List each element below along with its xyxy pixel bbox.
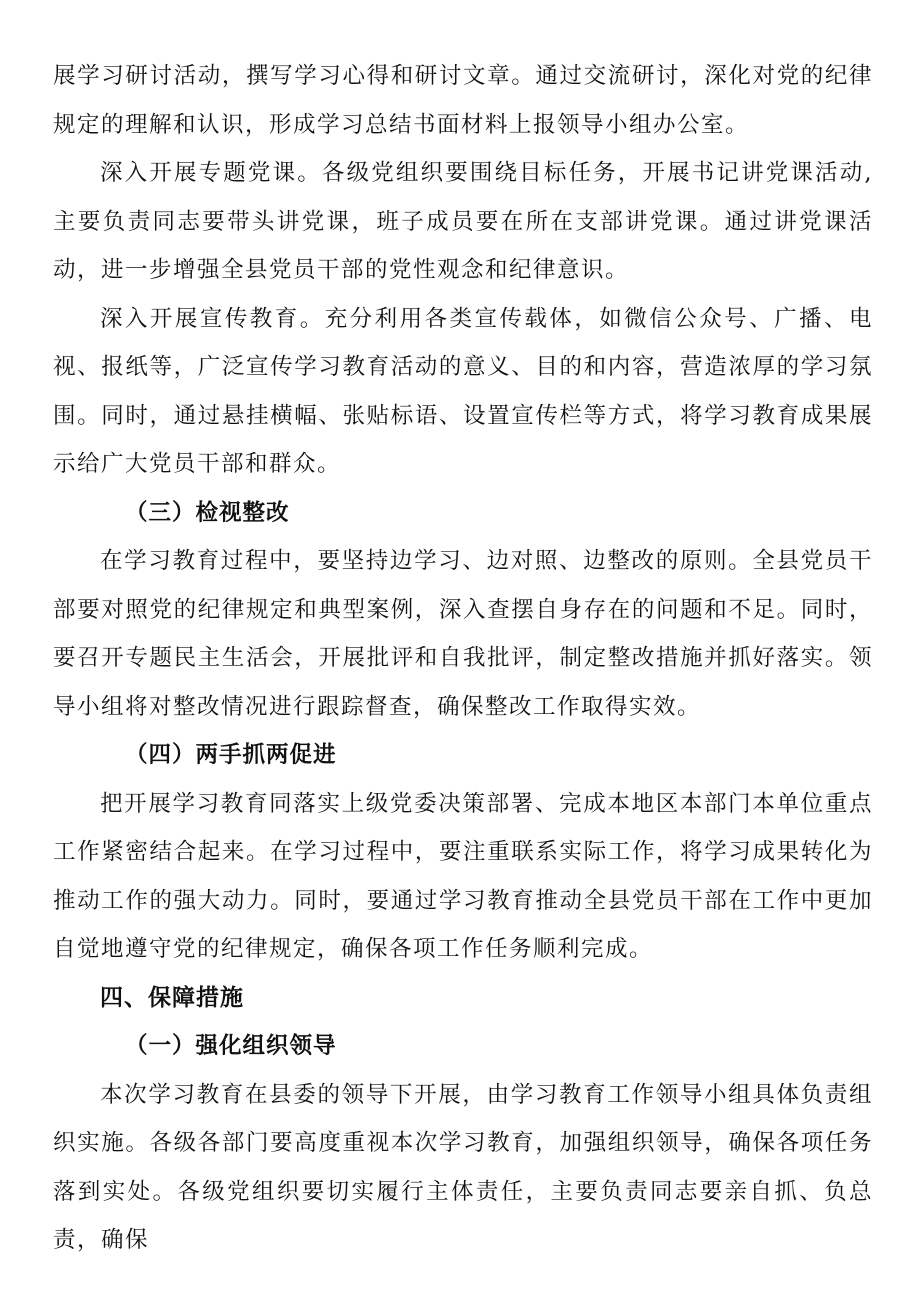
document-body [53, 52, 873, 1265]
paragraph-two-hands: 把开展学习教育同落实上级党委决策部署、完成本地区本部门本单位重点工作紧密结合起来。在学习过程中，要注重联系实际工作，将学习成果转化为推动工作的强大动力。同时，要通过学习教育推动全县党员干部在工作中更加自觉地遵守党的纪律规定，确保各项工作任务顺利完成。 [53, 790, 873, 962]
heading-organization-leadership: （一）强化组织领导 [125, 1033, 337, 1059]
paragraph-study-discussion: 展学习研讨活动，撰写学习心得和研讨文章。通过交流研讨，深化对党的纪律规定的理解和认识，形成学习总结书面材料上报领导小组办公室。 [53, 63, 873, 138]
heading-safeguard-measures: 四、保障措施 [100, 984, 244, 1011]
heading-two-hands: （四）两手抓两促进 [125, 742, 337, 768]
paragraph-organization-leadership: 本次学习教育在县委的领导下开展，由学习教育工作领导小组具体负责组织实施。各级各部门要高度重视本次学习教育，加强组织领导，确保各项任务落到实处。各级党组织要切实履行主体责任，主要负责同志要亲自抓、负总责，确保 [53, 1081, 873, 1253]
paragraph-rectification: 在学习教育过程中，要坚持边学习、边对照、边整改的原则。全县党员干部要对照党的纪律规定和典型案例，深入查摆自身存在的问题和不足。同时，要召开专题民主生活会，开展批评和自我批评，制定整改措施并抓好落实。领导小组将对整改情况进行跟踪督查，确保整改工作取得实效。 [53, 548, 873, 720]
paragraph-publicity-education: 深入开展宣传教育。充分利用各类宣传载体，如微信公众号、广播、电视、报纸等，广泛宣传学习教育活动的意义、目的和内容，营造浓厚的学习氛围。同时，通过悬挂横幅、张贴标语、设置宣传栏等方式，将学习教育成果展示给广大党员干部和群众。 [53, 305, 873, 477]
paragraph-party-lecture: 深入开展专题党课。各级党组织要围绕目标任务，开展书记讲党课活动,主要负责同志要带头讲党课，班子成员要在所在支部讲党课。通过讲党课活动，进一步增强全县党员干部的党性观念和纪律意识。 [53, 160, 873, 283]
heading-inspection-rectification: （三）检视整改 [125, 499, 290, 526]
